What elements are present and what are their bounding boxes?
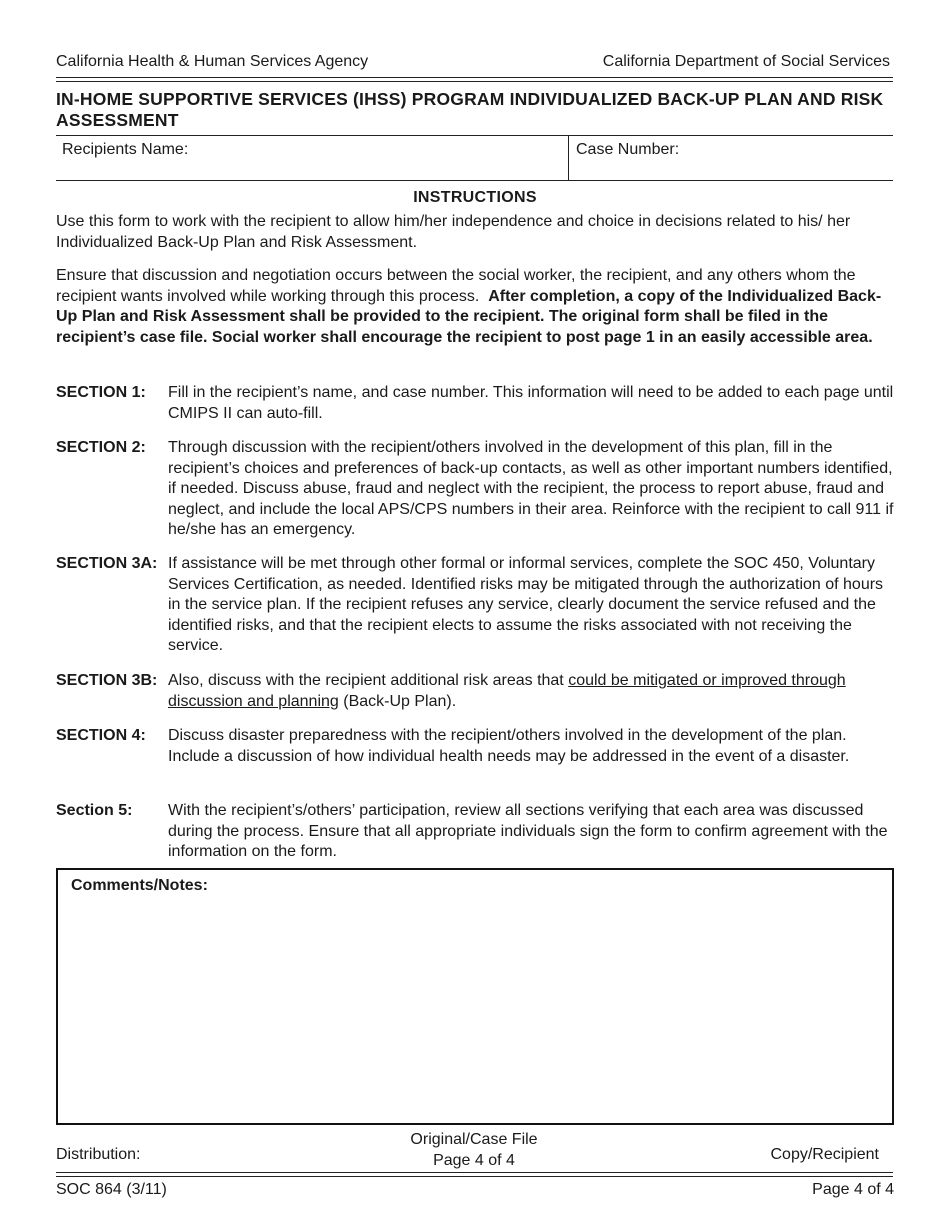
section-3b-text-before: Also, discuss with the recipient additional risk areas that [168, 672, 569, 689]
comments-notes-label: Comments/Notes: [71, 877, 208, 894]
section-5-label: Section 5: [56, 802, 133, 819]
field-divider [568, 136, 569, 181]
form-id: SOC 864 (3/11) [56, 1181, 167, 1198]
paragraph-2-bold: After completion, a copy of the Individualized Back-Up Plan and Risk Assessment shall be provided to the recipient. The original form shall be filed in the recipient’s case file. Social worker shall encourage the recipient to post page 1 in an easily accessible area. [56, 287, 882, 346]
section-1-text: Fill in the recipient’s name, and case number. This information will need to be added to each page until CMIPS II can auto-fill. [168, 384, 894, 422]
section-3b-label: SECTION 3B: [56, 672, 158, 689]
paragraph-2-plain: Ensure that discussion and negotiation occurs between the social worker, the recipient, and any others whom the recipient wants involved while working through this process. [56, 267, 856, 305]
case-number-field[interactable] [690, 138, 890, 178]
form-title: IN-HOME SUPPORTIVE SERVICES (IHSS) PROGRAM INDIVIDUALIZED BACK-UP PLAN AND RISK ASSESSMENT [56, 89, 884, 130]
header-divider [56, 77, 893, 82]
section-3b-text-after: (Back-Up Plan). [338, 692, 457, 710]
section-2-text: Through discussion with the recipient/others involved in the development of this plan, fill in the recipient’s choices and preferences of back-up contacts, as well as other important numbers identified, if needed. Discuss abuse, fraud and neglect with the recipient, the process to report abuse, fraud and neglect, and include the local APS/CPS numbers in their area. Reinforce with the recipient to call 911 if he/she has an emergency. [168, 439, 894, 538]
section-2-label: SECTION 2: [56, 439, 146, 456]
distribution-label: Distribution: [56, 1146, 141, 1163]
section-3a-text: If assistance will be met through other formal or informal services, complete the SOC 450, Voluntary Services Certification, as needed. Identified risks may be mitigated through the authorization of hours in the service plan. If the recipient refuses any service, clearly document the service refused and the identified risks, and that the recipient elects to assume the risks associated with not receiving the service. [168, 555, 884, 654]
section-4-text: Discuss disaster preparedness with the recipient/others involved in the development of the plan. Include a discussion of how individual health needs may be addressed in the event of a disaster. [168, 727, 850, 765]
recipient-name-label: Recipients Name: [62, 141, 189, 158]
comments-notes-box[interactable] [56, 868, 894, 1125]
distribution-original-line2: Page 4 of 4 [433, 1152, 515, 1169]
section-1-label: SECTION 1: [56, 384, 146, 401]
section-3b-text [168, 671, 896, 712]
case-number-label: Case Number: [576, 141, 680, 158]
department-name: California Department of Social Services [602, 53, 890, 70]
instructions-paragraph-2 [56, 266, 896, 348]
section-3b-underlined: could be mitigated or improved through discussion and planning [168, 672, 846, 710]
page-number: Page 4 of 4 [812, 1181, 894, 1198]
distribution-original-line1: Original/Case File [410, 1131, 538, 1148]
agency-name: California Health & Human Services Agency [56, 53, 369, 70]
instructions-heading: INSTRUCTIONS [413, 189, 537, 206]
field-bottom-rule [56, 180, 893, 181]
field-top-rule [56, 135, 893, 136]
instructions-paragraph-1: Use this form to work with the recipient to allow him/her independence and choice in decisions related to his/ her Individualized Back-Up Plan and Risk Assessment. [56, 213, 851, 251]
section-4-label: SECTION 4: [56, 727, 146, 744]
recipient-name-field[interactable] [200, 138, 560, 178]
distribution-original [374, 1129, 574, 1171]
footer-divider [56, 1172, 893, 1177]
distribution-copy: Copy/Recipient [770, 1146, 879, 1163]
section-3a-label: SECTION 3A: [56, 555, 158, 572]
section-5-text: With the recipient’s/others’ participation, review all sections verifying that each area was discussed during the process. Ensure that all appropriate individuals sign the form to confirm agreement with the information on the form. [168, 802, 888, 860]
